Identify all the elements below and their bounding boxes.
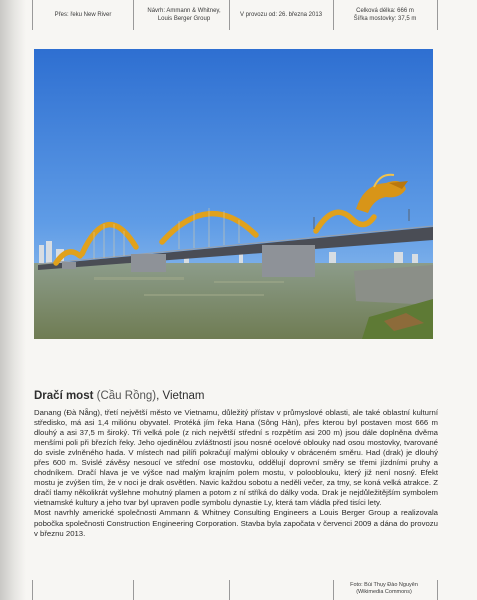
header-design: Návrh: Ammann & Whitney, Louis Berger Group (147, 8, 221, 22)
article-title (34, 390, 204, 402)
spine-shadow (0, 0, 26, 600)
header-width: Šířka mostovky: 37,5 m (353, 16, 417, 22)
title-main: Dračí most (34, 390, 94, 402)
photo-credit (339, 582, 429, 596)
dragon-bridge-photo (34, 49, 433, 339)
credit-line-1: Foto: Bùi Thụy Đào Nguyên (350, 582, 418, 588)
footer-divider (437, 580, 438, 600)
header-divider (229, 0, 230, 30)
footer-divider (133, 580, 134, 600)
paragraph-2: Most navrhly americké společnosti Ammann & Whitney Consulting Engineers a Louis Berger Group a realizovala pobočka společnosti Construction Engineering Corporation. Stavba byla započata v červenci 2009 a dána do provozu v březnu 2013. (34, 508, 438, 538)
footer-divider (333, 580, 334, 600)
title-native: (Cầu Rồng) (96, 390, 157, 402)
header-divider (333, 0, 334, 30)
header-divider (32, 0, 33, 30)
title-country: , Vietnam (156, 390, 205, 402)
header-over: Přes: řeku New River (54, 12, 112, 18)
footer-divider (229, 580, 230, 600)
header-info-strip (0, 0, 477, 34)
header-open: V provozu od: 26. března 2013 (239, 12, 323, 18)
header-length: Celková délka: 666 m (356, 8, 414, 14)
paragraph-1: Danang (Đà Nẵng), třetí největší město ve Vietnamu, důležitý přístav v průmyslové oblasti, ale také oblastní kulturní středisko, má asi 1,4 miliónu obyvatel. Protéká jím řeka Hana (Sông Hàn), přes kterou byl postaven most 666 m dlouhý a asi 37,5 m široký. Tři velká pole (z nich největší střední s rozpětím asi 200 m) jsou dále doplněna dvěma menšími poli při březích řeky. Jeho ojedinělou zvláštností jsou nosné ocelové oblouky nad osou mostovky, tvarované do svisle zvlněného hada. V místech nad pilíři pokračují malými oblouky v obráceném směru. Had (drak) je dlouhý přes 600 m. Svislé závěsy nesoucí ve střední ose mostovku, oddělují doprovní směry se třemi jízdními pruhy a chodníkem. Dračí hlava je ve výšce nad malým krajním polem mostu, v polooblouku, který již není nosný. Efekt mostu je zvýšen tím, že v noci je drak osvětlen. Navic každou sobotu a neděli večer, za tmy, se koná velká atrakce. Z dračí tlamy několikrát vyšlehne mohutný plamen a potom z ní stříká do dálky voda. Drak je nejdůležitějším symbolem vietnamské kultury a jeho tvar byl upraven podle symbolu dynastie Ly, která tam vládla před tisíci lety. (34, 408, 438, 508)
footer-divider (32, 580, 33, 600)
credit-line-2: (Wikimedia Commons) (356, 589, 412, 595)
header-divider (133, 0, 134, 30)
header-divider (437, 0, 438, 30)
article-body (34, 408, 438, 539)
